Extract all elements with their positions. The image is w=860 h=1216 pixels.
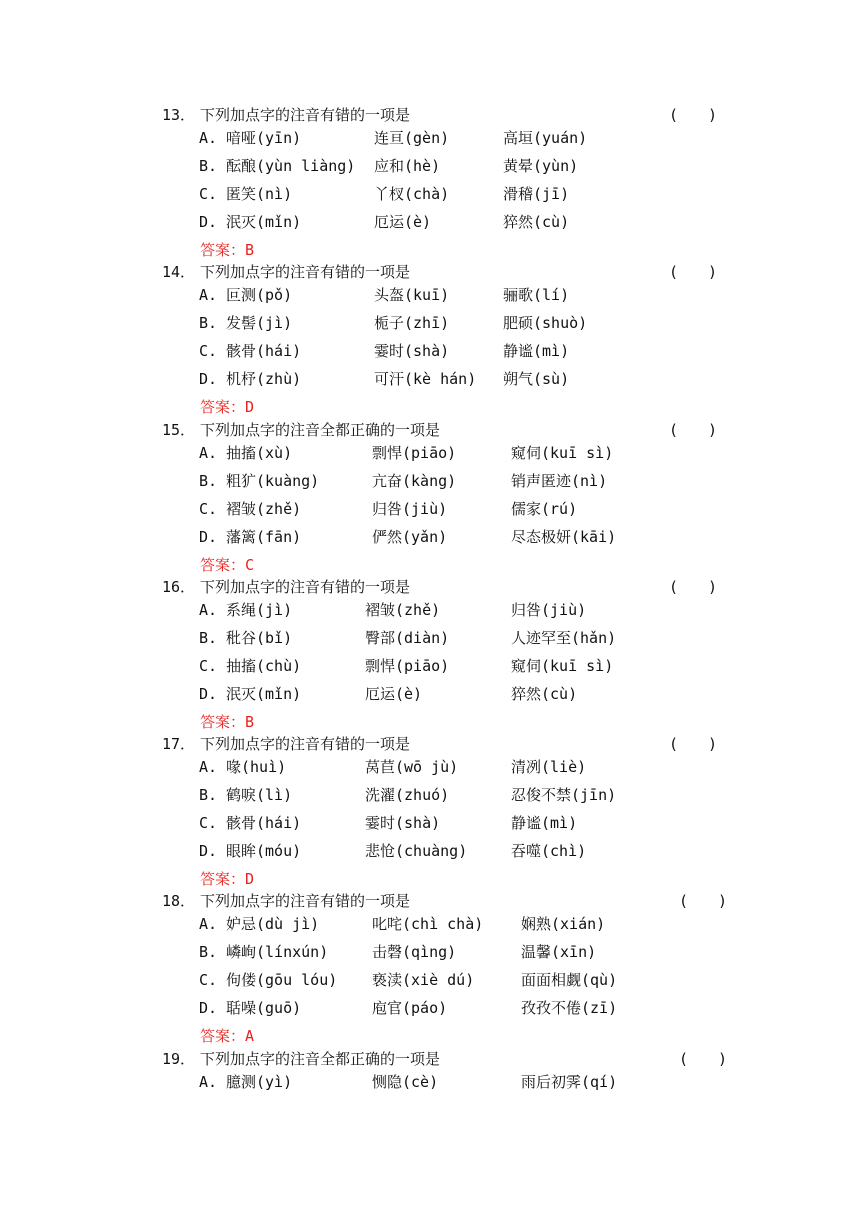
option-label: A.: [199, 444, 218, 462]
option-item: 喑哑(yīn): [226, 129, 302, 147]
option-item: 喙(huì): [226, 758, 287, 776]
option-item: 静谧(mì): [511, 814, 578, 832]
question-number: 14．: [162, 263, 196, 281]
answer-blank: ( ): [669, 735, 718, 753]
option-label: B.: [199, 786, 218, 804]
answer-text: 答案：D: [200, 398, 255, 416]
option-item: 骊歌(lí): [503, 286, 570, 304]
option-label: C.: [199, 185, 218, 203]
option-item: 雨后初霁(qí): [521, 1073, 618, 1091]
option-item: 泯灭(mǐn): [226, 685, 302, 703]
option-item: 可汗(kè hán): [374, 370, 477, 388]
option-item: 嶙峋(línxún): [226, 943, 329, 961]
answer-blank: ( ): [679, 1050, 728, 1068]
answer-text: 答案：A: [200, 1027, 255, 1045]
answer-blank: ( ): [669, 106, 718, 124]
option-label: D.: [199, 370, 218, 388]
option-item: 莴苣(wō jù): [365, 758, 459, 776]
option-label: D.: [199, 842, 218, 860]
option-label: C.: [199, 500, 218, 518]
option-item: 猝然(cù): [511, 685, 578, 703]
option-item: 叵测(pǒ): [226, 286, 293, 304]
option-item: 恻隐(cè): [372, 1073, 439, 1091]
option-item: 忍俊不禁(jīn): [511, 786, 617, 804]
option-item: 霎时(shà): [365, 814, 441, 832]
option-item: 清冽(liè): [511, 758, 587, 776]
answer-text: 答案：D: [200, 870, 255, 888]
answer-text: 答案：B: [200, 713, 255, 731]
option-item: 骸骨(hái): [226, 814, 302, 832]
question-number: 15．: [162, 421, 196, 439]
option-item: 人迹罕至(hǎn): [511, 629, 617, 647]
option-item: 丫杈(chà): [374, 185, 450, 203]
option-item: 妒忌(dù jì): [226, 915, 320, 933]
option-item: 发髻(jì): [226, 314, 293, 332]
option-label: C.: [199, 342, 218, 360]
answer-blank: ( ): [669, 578, 718, 596]
option-item: 头盔(kuī): [374, 286, 450, 304]
option-item: 褶皱(zhě): [226, 500, 302, 518]
question-text: 下列加点字的注音有错的一项是: [200, 263, 411, 281]
option-label: B.: [199, 314, 218, 332]
option-label: A.: [199, 758, 218, 776]
option-item: 栀子(zhī): [374, 314, 450, 332]
option-label: B.: [199, 472, 218, 490]
option-item: 孜孜不倦(zī): [521, 999, 618, 1017]
option-item: 娴熟(xián): [521, 915, 606, 933]
option-item: 静谧(mì): [503, 342, 570, 360]
option-item: 窥伺(kuī sì): [511, 444, 614, 462]
option-item: 归咎(jiù): [372, 500, 448, 518]
option-item: 抽搐(chù): [226, 657, 302, 675]
option-item: 藩篱(fān): [226, 528, 302, 546]
option-item: 归咎(jiù): [511, 601, 587, 619]
option-item: 粗犷(kuàng): [226, 472, 320, 490]
question-text: 下列加点字的注音有错的一项是: [200, 735, 411, 753]
option-item: 叱咤(chì chà): [372, 915, 484, 933]
question-text: 下列加点字的注音全都正确的一项是: [200, 421, 441, 439]
option-item: 匿笑(nì): [226, 185, 293, 203]
option-item: 眼眸(móu): [226, 842, 302, 860]
option-item: 庖官(páo): [372, 999, 448, 1017]
option-item: 骸骨(hái): [226, 342, 302, 360]
option-item: 洗濯(zhuó): [365, 786, 450, 804]
option-item: 机杼(zhù): [226, 370, 302, 388]
option-item: 滑稽(jī): [503, 185, 570, 203]
question-number: 17．: [162, 735, 196, 753]
option-item: 聒噪(guō): [226, 999, 302, 1017]
question-number: 13．: [162, 106, 196, 124]
answer-blank: ( ): [669, 263, 718, 281]
option-item: 黄晕(yùn): [503, 157, 579, 175]
option-label: C.: [199, 814, 218, 832]
option-label: C.: [199, 971, 218, 989]
option-item: 泯灭(mǐn): [226, 213, 302, 231]
option-item: 佝偻(gōu lóu): [226, 971, 338, 989]
option-label: D.: [199, 213, 218, 231]
option-item: 悲怆(chuàng): [365, 842, 468, 860]
answer-blank: ( ): [669, 421, 718, 439]
option-label: B.: [199, 943, 218, 961]
option-item: 霎时(shà): [374, 342, 450, 360]
option-item: 厄运(è): [374, 213, 432, 231]
option-item: 面面相觑(qù): [521, 971, 618, 989]
option-item: 朔气(sù): [503, 370, 570, 388]
option-item: 亵渎(xiè dú): [372, 971, 475, 989]
question-text: 下列加点字的注音有错的一项是: [200, 106, 411, 124]
option-item: 儒家(rú): [511, 500, 578, 518]
option-item: 臀部(diàn): [365, 629, 450, 647]
option-label: B.: [199, 629, 218, 647]
option-item: 销声匿迹(nì): [511, 472, 608, 490]
option-item: 鹤唳(lì): [226, 786, 293, 804]
option-item: 剽悍(piāo): [365, 657, 450, 675]
option-item: 窥伺(kuī sì): [511, 657, 614, 675]
option-item: 亢奋(kàng): [372, 472, 457, 490]
option-item: 尽态极妍(kāi): [511, 528, 617, 546]
answer-text: 答案：C: [200, 556, 255, 574]
option-item: 褶皱(zhě): [365, 601, 441, 619]
option-label: D.: [199, 528, 218, 546]
question-number: 19．: [162, 1050, 196, 1068]
option-item: 酝酿(yùn liàng): [226, 157, 356, 175]
answer-text: 答案：B: [200, 241, 255, 259]
option-label: A.: [199, 286, 218, 304]
option-item: 肥硕(shuò): [503, 314, 588, 332]
option-item: 击磬(qìng): [372, 943, 457, 961]
option-label: D.: [199, 685, 218, 703]
question-number: 18．: [162, 892, 196, 910]
option-item: 猝然(cù): [503, 213, 570, 231]
option-item: 系绳(jì): [226, 601, 293, 619]
option-item: 吞噬(chì): [511, 842, 587, 860]
question-text: 下列加点字的注音有错的一项是: [200, 892, 411, 910]
option-label: A.: [199, 915, 218, 933]
question-text: 下列加点字的注音有错的一项是: [200, 578, 411, 596]
option-item: 臆测(yì): [226, 1073, 293, 1091]
option-item: 剽悍(piāo): [372, 444, 457, 462]
option-item: 俨然(yǎn): [372, 528, 448, 546]
option-item: 抽搐(xù): [226, 444, 293, 462]
option-label: B.: [199, 157, 218, 175]
option-label: A.: [199, 1073, 218, 1091]
option-label: C.: [199, 657, 218, 675]
option-item: 厄运(è): [365, 685, 423, 703]
answer-blank: ( ): [679, 892, 728, 910]
option-item: 温馨(xīn): [521, 943, 597, 961]
option-item: 高垣(yuán): [503, 129, 588, 147]
option-item: 秕谷(bǐ): [226, 629, 293, 647]
option-item: 连亘(gèn): [374, 129, 450, 147]
option-label: A.: [199, 601, 218, 619]
option-item: 应和(hè): [374, 157, 441, 175]
question-number: 16．: [162, 578, 196, 596]
option-label: A.: [199, 129, 218, 147]
option-label: D.: [199, 999, 218, 1017]
question-text: 下列加点字的注音全都正确的一项是: [200, 1050, 441, 1068]
